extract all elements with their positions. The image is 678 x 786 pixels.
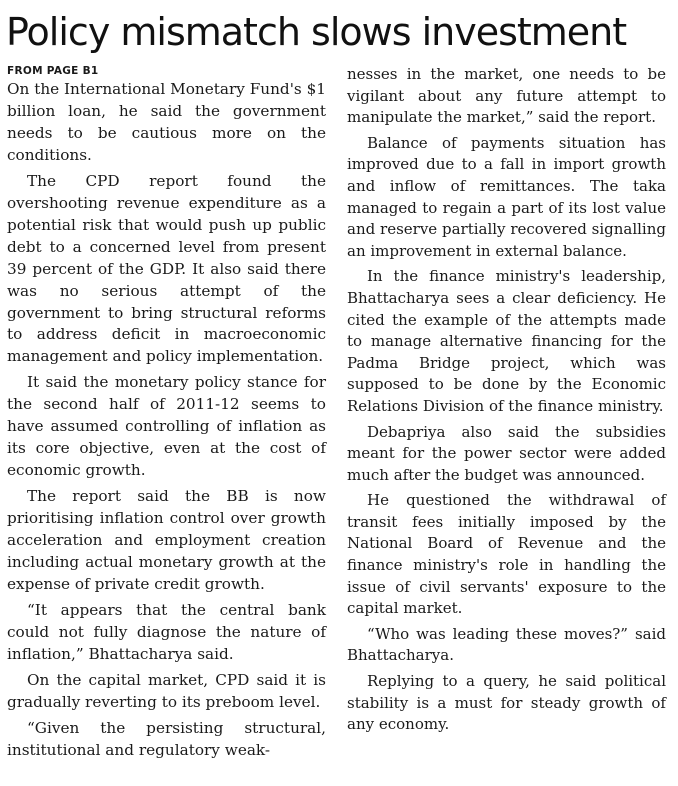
article-column-right [347,64,666,740]
paragraph: On the International Monetary Fund's $1 billion loan, he said the government needs to be cautious more on the conditions. [7,80,326,164]
paragraph: Replying to a query, he said political stability is a must for steady growth of any economy. [347,672,666,734]
paragraph: Balance of payments situation has improved due to a fall in import growth and inflow of remittances. The taka managed to regain a part of its lost value and reserve partially recovered signalling an improvement in external balance. [347,133,666,260]
paragraph: nesses in the market, one needs to be vigilant about any future attempt to manipulate the market,” said the report. [347,65,666,127]
paragraph: “Given the persisting structural, institutional and regulatory weak- [7,718,326,759]
paragraph: It said the monetary policy stance for the second half of 2011-12 seems to have assumed controlling of inflation as its core objective, even at the cost of economic growth. [7,373,326,480]
paragraph: He questioned the withdrawal of transit fees initially imposed by the National Board of Revenue and the finance ministry's role in handling the issue of civil servants' exposure to the capital market. [347,491,666,618]
headline: Policy mismatch slows investment [6,10,627,54]
paragraph: “It appears that the central bank could not fully diagnose the nature of inflation,” Bhattacharya said. [7,600,326,663]
paragraph: Debapriya also said the subsidies meant for the power sector were added much after the budget was announced. [347,422,666,484]
paragraph: In the finance ministry's leadership, Bhattacharya sees a clear deficiency. He cited the example of the attempts made to manage alternative financing for the Padma Bridge project, which was supposed to be done by the Economic Relations Division of the finance ministry. [347,267,666,415]
article-column-left [7,64,326,766]
paragraph: The CPD report found the overshooting revenue expenditure as a potential risk that would push up public debt to a concerned level from present 39 percent of the GDP. It also said there was no serious attempt of the government to bring structural reforms to address deficit in macroeconomic management and policy implementation. [7,171,326,366]
dateline: FROM PAGE B1 [7,65,99,77]
paragraph: The report said the BB is now prioritising inflation control over growth acceleration and employment creation including actual monetary growth at the expense of private credit growth. [7,487,326,593]
paragraph: On the capital market, CPD said it is gradually reverting to its preboom level. [7,670,326,711]
paragraph: “Who was leading these moves?” said Bhattacharya. [347,624,666,665]
